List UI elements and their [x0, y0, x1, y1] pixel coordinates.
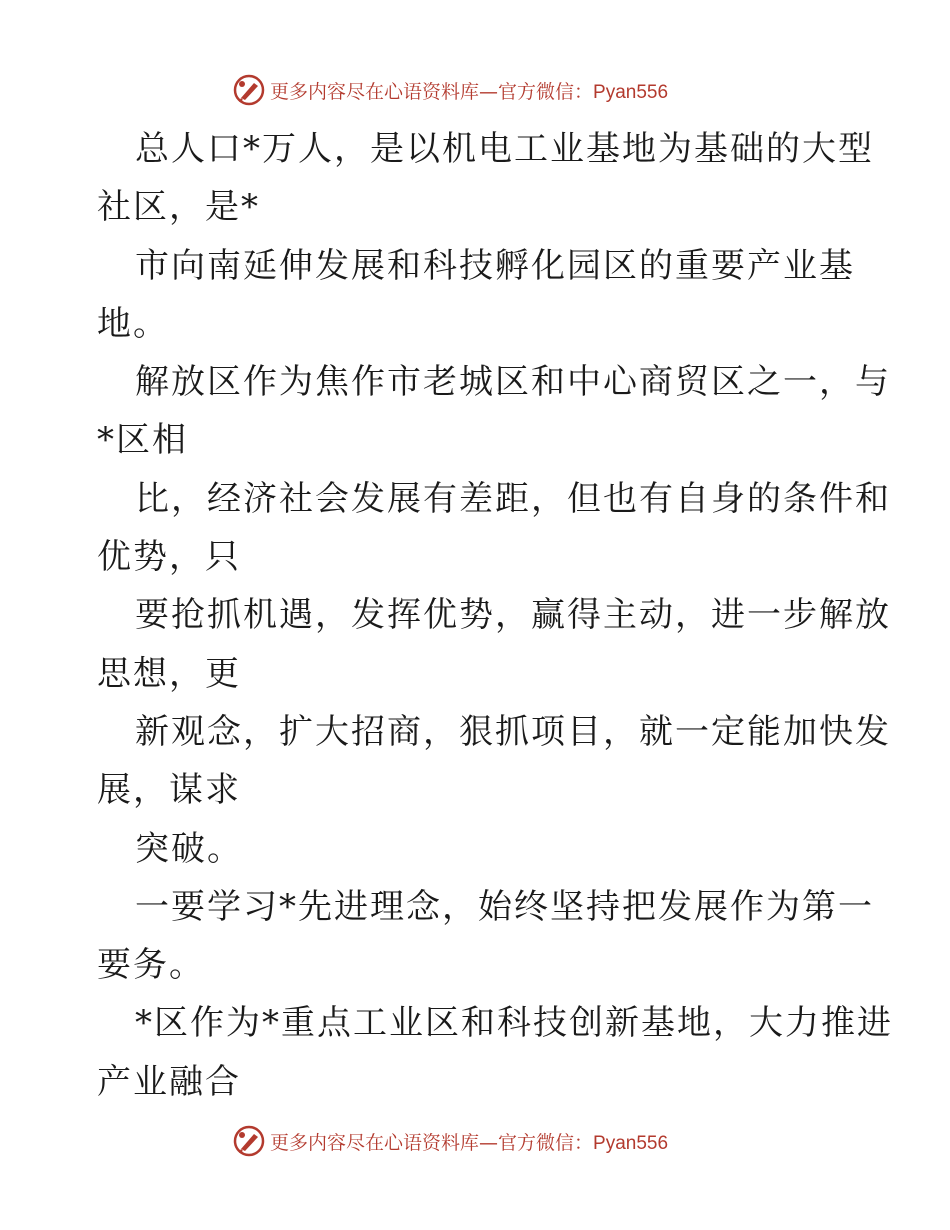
banner-label: 更多内容尽在心语资料库—官方微信： [270, 80, 594, 103]
footer-banner [232, 1123, 732, 1159]
text-line: 地。 [97, 303, 169, 344]
banner-text [270, 77, 668, 104]
header-banner [232, 72, 732, 108]
banner-account: Pyan556 [593, 81, 669, 103]
text-line: 要抢抓机遇，发挥优势，赢得主动，进一步解放 [135, 595, 891, 636]
banner-text [270, 1128, 668, 1155]
text-line: *区作为*重点工业区和科技创新基地，大力推进 [135, 1003, 893, 1044]
text-line: 总人口*万人，是以机电工业基地为基础的大型 [135, 129, 874, 169]
document-body [97, 120, 893, 1111]
pen-logo-icon [232, 1124, 266, 1158]
text-line: 展，谋求 [97, 770, 241, 811]
pen-logo-icon [232, 73, 266, 107]
text-line: *区相 [97, 420, 188, 461]
text-line: 产业融合 [97, 1061, 241, 1102]
banner-label: 更多内容尽在心语资料库—官方微信： [270, 1131, 594, 1154]
text-line: 要务。 [97, 945, 205, 986]
text-line: 优势，只 [97, 537, 241, 578]
text-line: 新观念，扩大招商，狠抓项目，就一定能加快发 [135, 711, 891, 752]
text-line: 思想，更 [97, 653, 241, 694]
text-line: 解放区作为焦作市老城区和中心商贸区之一，与 [135, 362, 891, 403]
text-line: 比，经济社会发展有差距，但也有自身的条件和 [135, 478, 891, 519]
text-line: 市向南延伸发展和科技孵化园区的重要产业基 [135, 245, 855, 286]
text-line: 社区，是* [97, 187, 260, 228]
banner-account: Pyan556 [593, 1132, 669, 1154]
text-line: 突破。 [135, 828, 243, 869]
text-line: 一要学习*先进理念，始终坚持把发展作为第一 [135, 886, 874, 927]
